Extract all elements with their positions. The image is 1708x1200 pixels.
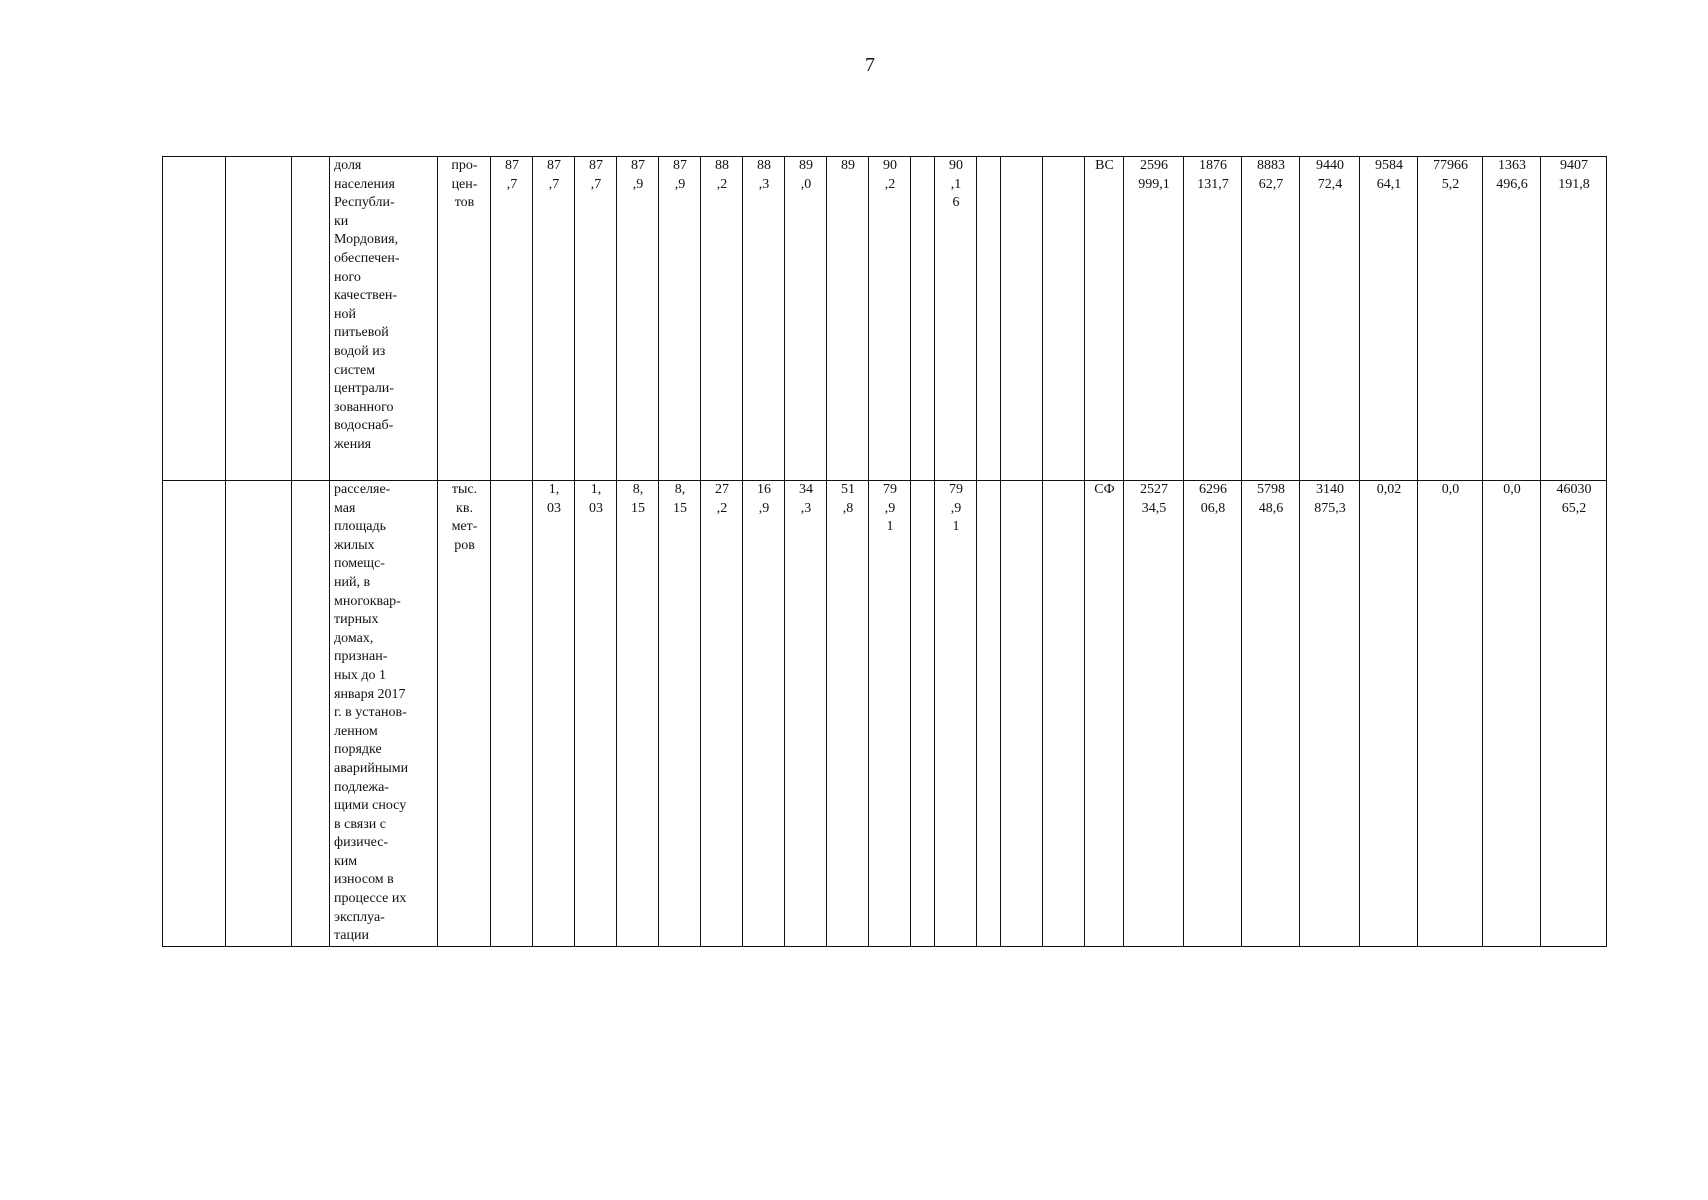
unit-cell: тыс. кв. мет- ров (438, 481, 491, 947)
amount-cell: 9440 72,4 (1300, 157, 1360, 481)
amount-cell: 9584 64,1 (1360, 157, 1418, 481)
value-cell: 8, 15 (659, 481, 701, 947)
blank-cell (163, 157, 226, 481)
value-cell: 87 ,7 (575, 157, 617, 481)
amount-cell: 2527 34,5 (1124, 481, 1184, 947)
amount-cell: 6296 06,8 (1184, 481, 1242, 947)
value-cell: 87 ,9 (659, 157, 701, 481)
amount-cell: 1363 496,6 (1483, 157, 1541, 481)
value-cell (491, 481, 533, 947)
value-cell: 90 ,2 (869, 157, 911, 481)
table-row (163, 157, 1607, 481)
value-cell: 1, 03 (575, 481, 617, 947)
value-cell: 88 ,2 (701, 157, 743, 481)
value-cell (1001, 157, 1043, 481)
blank-cell (163, 481, 226, 947)
value-cell: 90 ,1 6 (935, 157, 977, 481)
value-cell: 51 ,8 (827, 481, 869, 947)
value-cell: 79 ,9 1 (935, 481, 977, 947)
page-number: 7 (865, 54, 875, 76)
value-cell: 34 ,3 (785, 481, 827, 947)
value-cell: 87 ,7 (491, 157, 533, 481)
value-cell: 88 ,3 (743, 157, 785, 481)
value-cell: 89 ,0 (785, 157, 827, 481)
value-cell (1043, 157, 1085, 481)
value-cell: 79 ,9 1 (869, 481, 911, 947)
amount-cell: 0,0 (1418, 481, 1483, 947)
data-table (162, 156, 1607, 947)
amount-cell: 5798 48,6 (1242, 481, 1300, 947)
value-cell (911, 157, 935, 481)
value-cell (911, 481, 935, 947)
amount-cell: 0,0 (1483, 481, 1541, 947)
unit-cell: про- цен- тов (438, 157, 491, 481)
blank-cell (292, 157, 330, 481)
value-cell: 87 ,7 (533, 157, 575, 481)
indicator-cell: расселяе- мая площадь жилых помещс- ний, в многоквар- тирных домах, признан- ных до 1 января 2017 г. в установ- ленном порядке аварийными подлежа- щими сносу в связи с физичес- ким износом в процессе их эксплуа- тации (330, 481, 438, 947)
amount-cell: 0,02 (1360, 481, 1418, 947)
value-cell: 27 ,2 (701, 481, 743, 947)
amount-cell: 46030 65,2 (1541, 481, 1607, 947)
value-cell: 89 (827, 157, 869, 481)
blank-cell (226, 481, 292, 947)
value-cell (1043, 481, 1085, 947)
indicator-cell: доля населения Республи- ки Мордовия, обеспечен- ного качествен- ной питьевой водой из систем централи- зованного водоснаб- жения (330, 157, 438, 481)
value-cell: 1, 03 (533, 481, 575, 947)
amount-cell: 2596 999,1 (1124, 157, 1184, 481)
source-cell: ВС (1085, 157, 1124, 481)
source-cell: СФ (1085, 481, 1124, 947)
value-cell: 8, 15 (617, 481, 659, 947)
amount-cell: 77966 5,2 (1418, 157, 1483, 481)
blank-cell (292, 481, 330, 947)
blank-cell (226, 157, 292, 481)
amount-cell: 3140 875,3 (1300, 481, 1360, 947)
amount-cell: 9407 191,8 (1541, 157, 1607, 481)
table-row (163, 481, 1607, 947)
value-cell: 16 ,9 (743, 481, 785, 947)
value-cell (1001, 481, 1043, 947)
amount-cell: 1876 131,7 (1184, 157, 1242, 481)
value-cell (977, 481, 1001, 947)
value-cell (977, 157, 1001, 481)
value-cell: 87 ,9 (617, 157, 659, 481)
amount-cell: 8883 62,7 (1242, 157, 1300, 481)
